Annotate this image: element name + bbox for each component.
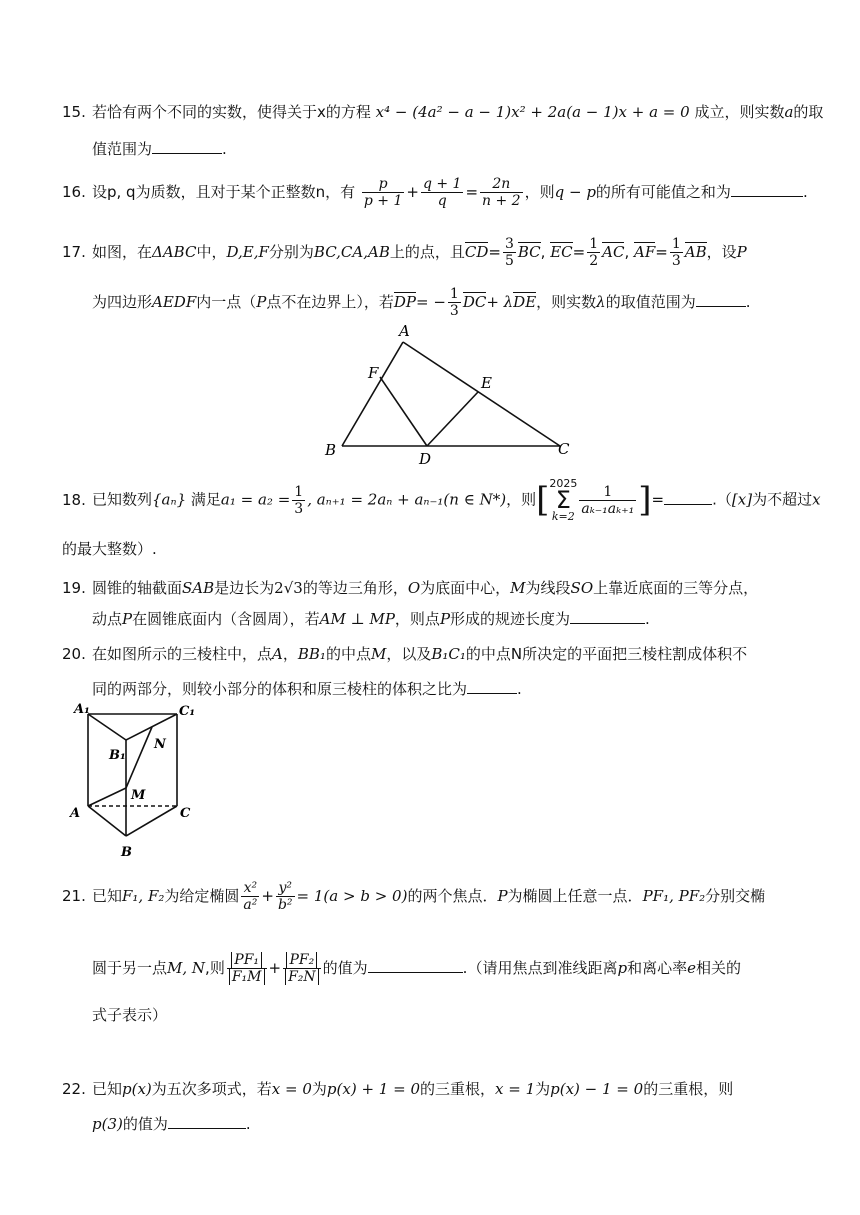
label-c: C bbox=[180, 806, 191, 821]
numerator: 3 bbox=[504, 236, 514, 252]
answer-blank bbox=[570, 610, 645, 624]
problem-21-line1: 21. 已知F₁, F₂为给定椭圆 $\frac{\text{x²}}{\text{a²}}$ + $\frac{\text{y²}}{\text{b²}}$ = 1(a > b > 0)的两个焦点．P为椭圆上任意一点．PF₁, PF₂分别交椭 bbox=[62, 880, 766, 913]
fraction bbox=[283, 952, 321, 985]
triangle: ΔABC bbox=[152, 243, 197, 261]
problem-text: 的等边三角形， bbox=[302, 579, 408, 597]
denominator: 2 bbox=[589, 253, 599, 269]
denominator: n + 2 bbox=[482, 193, 521, 209]
edge-ac bbox=[403, 342, 560, 446]
problem-number: 19. bbox=[62, 579, 86, 597]
label-b: B bbox=[121, 845, 132, 860]
point: O bbox=[407, 579, 421, 597]
denominator: 5 bbox=[504, 253, 514, 269]
label-d: D bbox=[419, 450, 432, 467]
fraction bbox=[579, 484, 636, 517]
numerator: 1 bbox=[589, 236, 599, 252]
answer-blank bbox=[368, 959, 463, 973]
problem-text: ，以及 bbox=[386, 645, 432, 663]
variable: x bbox=[812, 490, 821, 509]
root: x = 0 bbox=[271, 1080, 312, 1098]
numerator: y² bbox=[276, 880, 295, 897]
fraction bbox=[362, 176, 405, 209]
problem-17-line2 bbox=[92, 286, 750, 319]
numerator: 2n bbox=[480, 176, 523, 193]
problem-text: 为 bbox=[311, 1080, 327, 1098]
variable: e bbox=[687, 959, 696, 977]
denominator: p + 1 bbox=[363, 193, 403, 209]
problem-text: ，设 bbox=[706, 243, 737, 261]
point: P bbox=[736, 243, 747, 261]
fraction bbox=[292, 484, 305, 517]
perpendicular: AM ⊥ MP bbox=[319, 610, 395, 628]
problem-text: 为 bbox=[535, 1080, 551, 1098]
fraction bbox=[587, 236, 600, 269]
label-a1: A₁ bbox=[74, 702, 90, 717]
sum-lower: k=2 bbox=[551, 510, 575, 523]
answer-blank bbox=[664, 491, 712, 505]
numerator: 1 bbox=[671, 236, 681, 252]
fraction bbox=[670, 236, 683, 269]
problem-22-line2 bbox=[92, 1113, 251, 1134]
segment-fd bbox=[380, 377, 427, 446]
problem-text: 圆于另一点 bbox=[92, 959, 168, 977]
numerator: PF₂ bbox=[286, 952, 317, 968]
problem-text: 上靠近底面的三等分点， bbox=[593, 579, 759, 597]
segment-de bbox=[427, 392, 478, 446]
problem-text: 上的点，且 bbox=[389, 243, 465, 261]
period: . bbox=[802, 183, 808, 201]
lambda: λ bbox=[596, 293, 606, 311]
numerator: x² bbox=[241, 880, 259, 897]
sigma-icon: Σ bbox=[555, 486, 571, 514]
problem-text: 的值为 bbox=[322, 959, 368, 977]
denominator: 3 bbox=[671, 253, 681, 269]
problem-text: 满足 bbox=[190, 490, 221, 509]
edge-a1b1 bbox=[88, 714, 126, 740]
variable: a bbox=[784, 103, 794, 121]
segment-mn bbox=[126, 727, 152, 788]
problem-21-line3 bbox=[92, 1004, 167, 1025]
foci: F₁, F₂ bbox=[122, 887, 165, 905]
problem-text: 在如图所示的三棱柱中，点 bbox=[92, 645, 273, 663]
numerator: 1 bbox=[294, 483, 304, 500]
fraction bbox=[480, 176, 523, 209]
problem-number: 18. bbox=[62, 490, 86, 509]
problem-22-line1 bbox=[62, 1078, 733, 1099]
label-a: A bbox=[399, 322, 410, 340]
operator: = − bbox=[415, 293, 446, 311]
answer-blank bbox=[731, 183, 803, 197]
problem-19-line1 bbox=[62, 577, 758, 598]
vector: AB bbox=[684, 243, 707, 261]
problem-number: 22. bbox=[62, 1080, 86, 1098]
period: . bbox=[745, 293, 751, 311]
label-m: M bbox=[131, 788, 146, 803]
segments: BC,CA,AB bbox=[313, 243, 390, 261]
problem-text: .（请用焦点到准线距离 bbox=[462, 959, 618, 977]
fraction bbox=[241, 880, 259, 913]
numerator: q + 1 bbox=[422, 176, 462, 192]
floor-bracket-left: [ bbox=[536, 480, 550, 520]
answer-blank bbox=[696, 293, 746, 307]
problem-text: 设p, q为质数，且对于某个正整数n，有 bbox=[92, 183, 356, 201]
numerator: 1 bbox=[579, 484, 636, 501]
problem-text: 形成的规迹长度为 bbox=[450, 610, 571, 628]
point: P bbox=[122, 610, 133, 628]
floor-notation: [x] bbox=[731, 490, 753, 509]
numerator: PF₁ bbox=[231, 952, 262, 968]
problem-21-line2: 圆于另一点M, N,则 $\frac{\text{PF₁}}{\text{F₁M}}$ + $\frac{\text{PF₂}}{\text{F₂N}}$ 的值为 .（请用焦点到准线距离p和离心率e相关的 bbox=[92, 952, 741, 985]
problem-16: 16. 设p, q为质数，且对于某个正整数n，有 $\frac{p}{p + 1}$ + $\frac{q + 1}{q}$ = $\frac{2n}{n + 2}$ ，则q − p的所有可能值之和为 . bbox=[62, 176, 808, 209]
segment: BB₁ bbox=[297, 645, 326, 663]
label-a: A bbox=[70, 806, 81, 821]
edge-ab bbox=[88, 806, 126, 836]
vector: EC bbox=[550, 243, 573, 261]
recurrence: , aₙ₊₁ = 2aₙ + aₙ₋₁(n ∈ N*) bbox=[307, 490, 507, 509]
problem-text: 的所有可能值之和为 bbox=[595, 183, 731, 201]
label-e: E bbox=[481, 374, 492, 392]
vector: AF bbox=[634, 243, 656, 261]
equation: p(x) + 1 = 0 bbox=[326, 1080, 420, 1098]
period: . bbox=[517, 680, 522, 698]
denominator: F₁M bbox=[229, 969, 265, 985]
problem-number: 20. bbox=[62, 645, 86, 663]
problem-text: 和离心率 bbox=[627, 959, 688, 977]
problem-number: 21. bbox=[62, 887, 86, 905]
fraction bbox=[227, 952, 267, 985]
answer-blank bbox=[152, 140, 222, 154]
period: . bbox=[645, 610, 650, 628]
points: M, N bbox=[167, 959, 206, 977]
numerator: 1 bbox=[449, 286, 459, 302]
summation bbox=[549, 478, 577, 522]
point: P bbox=[256, 293, 267, 311]
problem-text: 相关的 bbox=[695, 959, 741, 977]
denominator: aₖ₋₁aₖ₊₁ bbox=[581, 500, 635, 517]
sum-upper: 2025 bbox=[549, 477, 578, 490]
edge-bc bbox=[126, 806, 177, 836]
denominator: 3 bbox=[294, 500, 304, 517]
fraction bbox=[503, 236, 516, 269]
condition: = 1(a > b > 0) bbox=[296, 887, 408, 905]
problem-text: ，则 bbox=[506, 490, 537, 509]
polynomial: p(x) bbox=[122, 1080, 152, 1098]
problem-19-line2 bbox=[92, 608, 650, 629]
problem-text: 的中点 bbox=[325, 645, 371, 663]
denominator: b² bbox=[277, 897, 293, 913]
problem-text: 已知 bbox=[92, 1080, 123, 1098]
problem-text: 的取值范围为 bbox=[605, 293, 696, 311]
sequence: {aₙ} bbox=[152, 490, 187, 509]
label-b: B bbox=[325, 441, 337, 459]
denominator: F₂N bbox=[285, 969, 319, 985]
problem-text: 为椭圆上任意一点． bbox=[507, 887, 643, 905]
segment-am bbox=[88, 788, 126, 806]
problem-text: 分别交椭 bbox=[705, 887, 766, 905]
point: M bbox=[510, 579, 526, 597]
denominator: 3 bbox=[449, 303, 459, 319]
problem-text: 是边长为 bbox=[214, 579, 275, 597]
problem-text: 已知数列 bbox=[92, 490, 153, 509]
problem-text: 内一点（ bbox=[196, 293, 257, 311]
period: . bbox=[222, 140, 227, 158]
numerator: p bbox=[362, 176, 405, 193]
section-name: SAB bbox=[182, 579, 215, 597]
floor-bracket-right: ] bbox=[638, 480, 652, 520]
fraction bbox=[421, 176, 464, 209]
prism-figure bbox=[64, 700, 204, 865]
problem-text: 为不超过 bbox=[752, 490, 813, 509]
problem-text: 如图，在 bbox=[92, 243, 153, 261]
fraction bbox=[276, 880, 295, 913]
label-c: C bbox=[558, 440, 570, 458]
point: P bbox=[439, 610, 451, 628]
problem-text: ， bbox=[282, 645, 298, 663]
problem-text: 已知 bbox=[92, 887, 123, 905]
problem-text: ，则 bbox=[524, 183, 555, 201]
problem-text: 为给定椭圆 bbox=[164, 887, 240, 905]
expression: q − p bbox=[554, 183, 596, 201]
answer-blank bbox=[467, 680, 517, 694]
label-b1: B₁ bbox=[109, 748, 126, 763]
label-n: N bbox=[154, 737, 166, 752]
answer-blank bbox=[168, 1115, 246, 1129]
equation: p(x) − 1 = 0 bbox=[550, 1080, 644, 1098]
vector: DC bbox=[462, 293, 487, 311]
edge-ab bbox=[342, 342, 403, 446]
problem-17-line1: 17. 如图，在ΔABC中，D,E,F分别为BC,CA,AB上的点，且CD= $\frac{3}{5}$ BC, EC= $\frac{1}{2}$ AC, AF= $\frac{1}{3}$ AB，设P bbox=[62, 236, 747, 269]
vector: BC bbox=[517, 243, 541, 261]
problem-20-line2 bbox=[92, 678, 522, 699]
root: x = 1 bbox=[495, 1080, 536, 1098]
problem-text: 的三重根，则 bbox=[643, 1080, 734, 1098]
problem-text: 为底面中心， bbox=[420, 579, 511, 597]
problem-text: .（ bbox=[712, 490, 732, 509]
problem-15-line1 bbox=[62, 101, 823, 122]
operator: + λ bbox=[486, 293, 514, 311]
problem-text: 为五次多项式，若 bbox=[151, 1080, 272, 1098]
condition: a₁ = a₂ = bbox=[220, 490, 291, 509]
vector: DE bbox=[513, 293, 537, 311]
equals: = bbox=[651, 490, 665, 509]
problem-text: 的值为 bbox=[122, 1115, 168, 1133]
problem-text: 的中点N所决定的平面把三棱柱割成体积不 bbox=[465, 645, 748, 663]
point: A bbox=[272, 645, 283, 663]
triangle-figure bbox=[320, 322, 580, 467]
vector: AC bbox=[602, 243, 625, 261]
problem-text: 分别为 bbox=[268, 243, 314, 261]
problem-text: 式子表示） bbox=[92, 1006, 168, 1024]
problem-text: 成立，则实数 bbox=[694, 103, 785, 121]
expression: p(3) bbox=[92, 1115, 123, 1133]
segment: B₁C₁ bbox=[431, 645, 466, 663]
problem-text: 动点 bbox=[92, 610, 123, 628]
problem-number: 15. bbox=[62, 103, 86, 121]
problem-text: 值范围为 bbox=[92, 140, 153, 158]
problem-text: 在圆锥底面内（含圆周），若 bbox=[132, 610, 320, 628]
problem-text: 点不在边界上），若 bbox=[266, 293, 394, 311]
denominator: a² bbox=[243, 897, 258, 913]
problem-text: 若恰有两个不同的实数，使得关于x的方程 bbox=[92, 103, 371, 121]
label-f: F bbox=[368, 364, 379, 382]
problem-text: ,则 bbox=[205, 959, 225, 977]
quadrilateral: AEDF bbox=[152, 293, 197, 311]
denominator: q bbox=[437, 193, 447, 209]
problem-text: 为四边形 bbox=[92, 293, 153, 311]
vector: DP bbox=[393, 293, 416, 311]
side-length: 2√3 bbox=[274, 579, 303, 597]
problem-number: 17. bbox=[62, 243, 86, 261]
equation: x⁴ − (4a² − a − 1)x² + 2a(a − 1)x + a = 0 bbox=[375, 103, 690, 121]
problem-text: 同的两部分，则较小部分的体积和原三棱柱的体积之比为 bbox=[92, 680, 468, 698]
problem-number: 16. bbox=[62, 183, 86, 201]
problem-text: 的两个焦点． bbox=[407, 887, 498, 905]
problem-18-line1 bbox=[62, 478, 821, 522]
point: M bbox=[370, 645, 387, 663]
problem-text: ，则实数 bbox=[536, 293, 597, 311]
period: . bbox=[245, 1115, 251, 1133]
fraction bbox=[448, 286, 461, 319]
problem-text: 圆锥的轴截面 bbox=[92, 579, 183, 597]
problem-text: 的取 bbox=[793, 103, 824, 121]
variable: p bbox=[617, 959, 628, 977]
problem-18-line2 bbox=[62, 538, 157, 559]
segment: SO bbox=[570, 579, 594, 597]
vector: CD bbox=[464, 243, 489, 261]
points: D,E,F bbox=[226, 243, 269, 261]
problem-text: 的最大整数）. bbox=[62, 540, 157, 558]
point: P bbox=[497, 887, 508, 905]
problem-text: 为线段 bbox=[525, 579, 571, 597]
segments: PF₁, PF₂ bbox=[642, 887, 706, 905]
problem-15-line2 bbox=[92, 138, 227, 159]
label-c1: C₁ bbox=[179, 704, 196, 719]
problem-text: 的三重根， bbox=[419, 1080, 495, 1098]
problem-text: 中， bbox=[196, 243, 227, 261]
problem-20-line1 bbox=[62, 643, 747, 664]
problem-text: ，则点 bbox=[394, 610, 440, 628]
